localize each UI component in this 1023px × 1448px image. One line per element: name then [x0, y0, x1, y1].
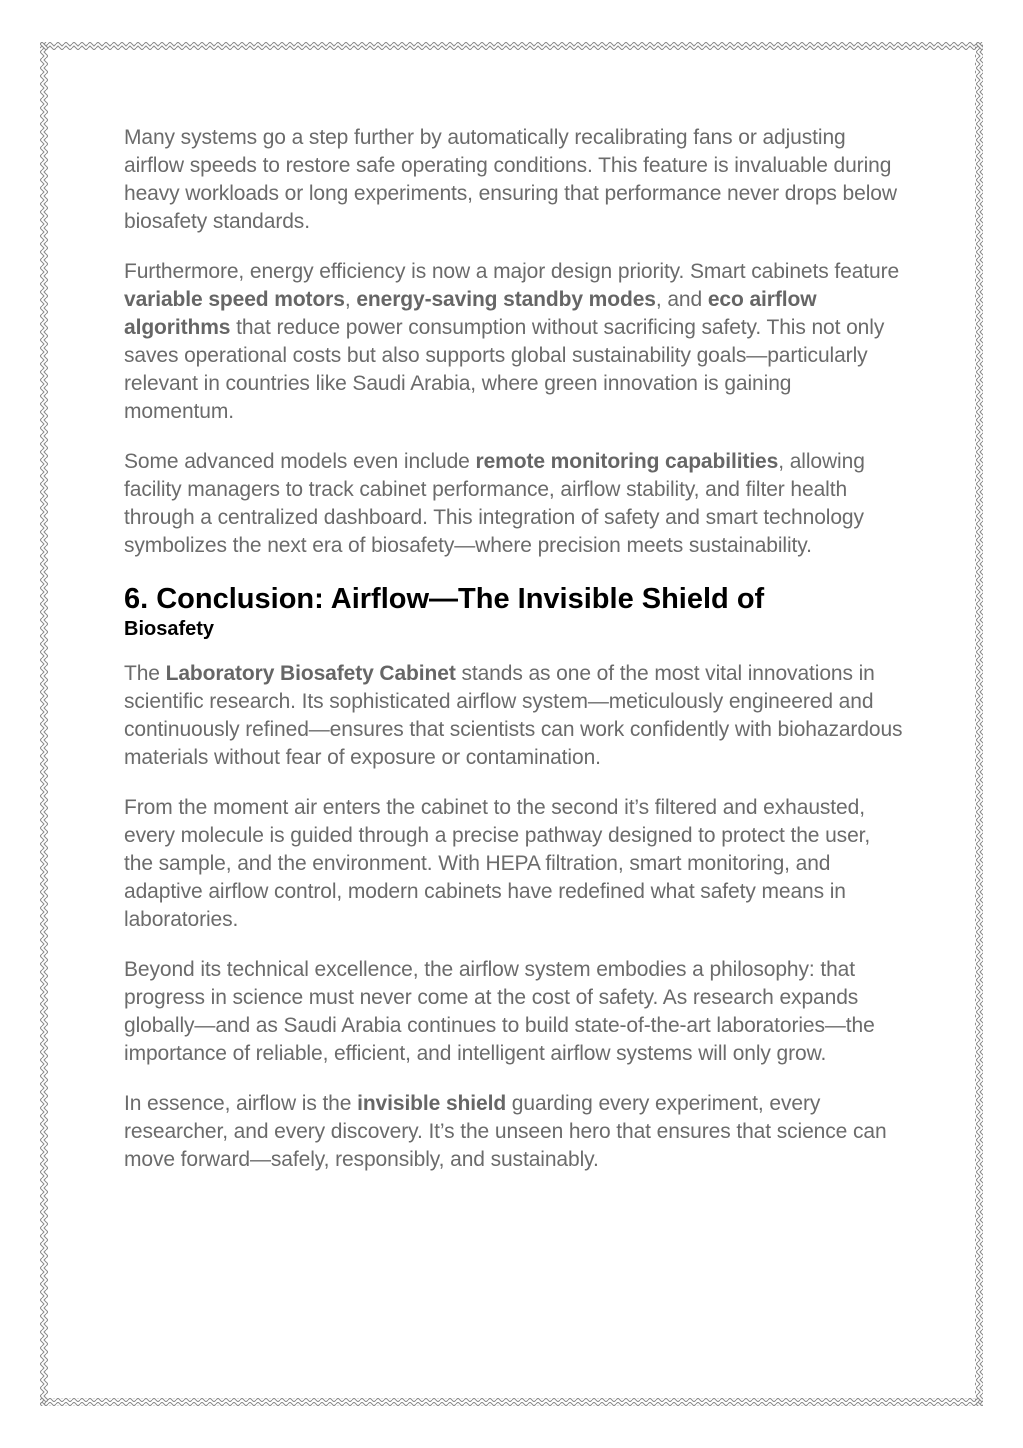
text-span: ,	[344, 288, 357, 311]
text-span: that reduce power consumption without sacrificing safety. This not only saves operational costs but also supports global sustainability goals—particularly relevant in countries like Saudi Arabia, where green innovation is gaining momentum.	[124, 316, 885, 423]
paragraph-energy-efficiency	[124, 258, 904, 426]
heading-main: 6. Conclusion: Airflow—The Invisible Shield of	[124, 583, 765, 615]
bold-term: Laboratory Biosafety Cabinet	[165, 662, 456, 685]
bold-term: remote monitoring capabilities	[475, 450, 779, 473]
text-span: Furthermore, energy efficiency is now a major design priority. Smart cabinets feature	[124, 260, 900, 283]
text-span: , and	[655, 288, 708, 311]
paragraph-recalibration	[124, 124, 904, 236]
bold-term: eco airflow algorithms	[124, 288, 817, 339]
document-body	[124, 124, 904, 1196]
section-heading-conclusion	[124, 582, 904, 642]
text-span: From the moment air enters the cabinet to the second it’s filtered and exhausted, every molecule is guided through a precise pathway designed to protect the user, the sample, and the environment. With HEPA filtration, smart monitoring, and adaptive airflow control, modern cabinets have redefined what safety means in laboratories.	[124, 796, 871, 931]
text-span: The	[124, 662, 166, 685]
bold-term: variable speed motors	[124, 288, 345, 311]
bold-term: energy-saving standby modes	[356, 288, 656, 311]
paragraph-air-pathway	[124, 794, 904, 934]
bold-term: invisible shield	[357, 1092, 507, 1115]
text-span: Beyond its technical excellence, the airflow system embodies a philosophy: that progress in science must never come at the cost of safety. As research expands globally—and as Saudi Arabia continues to build state-of-the-art laboratories—the importance of reliable, efficient, and intelligent airflow systems will only grow.	[124, 958, 875, 1065]
text-span: Many systems go a step further by automatically recalibrating fans or adjusting airflow speeds to restore safe operating conditions. This feature is invaluable during heavy workloads or long experiments, ensuring that performance never drops below biosafety standards.	[124, 126, 897, 233]
text-span: , allowing facility managers to track cabinet performance, airflow stability, and filter health through a centralized dashboard. This integration of safety and smart technology symbolizes the next era of biosafety—where precision meets sustainability.	[124, 450, 865, 557]
heading-sub: Biosafety	[124, 618, 215, 640]
text-span: guarding every experiment, every researcher, and every discovery. It’s the unseen hero that ensures that science can move forward—safely, responsibly, and sustainably.	[124, 1092, 887, 1171]
paragraph-biosafety-cabinet	[124, 660, 904, 772]
paragraph-invisible-shield	[124, 1090, 904, 1174]
paragraph-remote-monitoring	[124, 448, 904, 560]
text-span: In essence, airflow is the	[124, 1092, 358, 1115]
text-span: stands as one of the most vital innovations in scientific research. Its sophisticated airflow system—meticulously engineered and continuously refined—ensures that scientists can work confidently with biohazardous materials without fear of exposure or contamination.	[124, 662, 903, 769]
text-span: Some advanced models even include	[124, 450, 476, 473]
paragraph-philosophy	[124, 956, 904, 1068]
